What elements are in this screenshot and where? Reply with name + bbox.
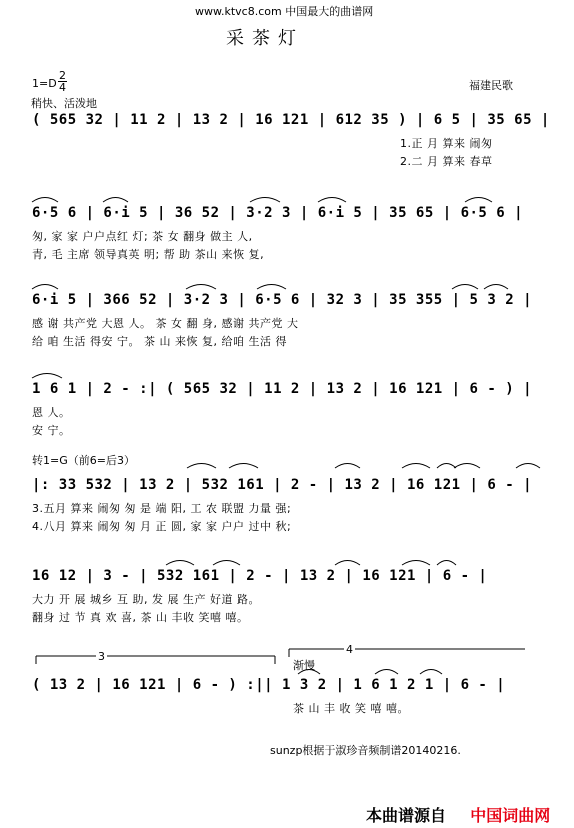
music-line: ( 565 32 | 11 2 | 13 2 | 16 121 | 612 35 ) | 6 5 | 35 65 | xyxy=(32,112,550,128)
lyric-line: 感 谢 共产党 大恩 人。 茶 女 翻 身, 感谢 共产党 大 xyxy=(32,317,299,330)
lyric-line: 给 咱 生活 得安 宁。 茶 山 来恢 复, 给咱 生活 得 xyxy=(32,335,287,348)
lyric-line: 翻身 过 节 真 欢 喜, 茶 山 丰收 笑嘻 嘻。 xyxy=(32,611,249,624)
slur-arc xyxy=(335,464,360,469)
music-line: 6·i 5 | 366 52 | 3·2 3 | 6·5 6 | 32 3 | 35 355 | 5 3 2 | xyxy=(32,292,533,308)
music-line: |: 33 532 | 13 2 | 532 161 | 2 - | 13 2 | 16 121 | 6 - | xyxy=(32,477,533,493)
slur-arc xyxy=(484,285,508,290)
lyric-line: 1.正 月 算来 闹匆 xyxy=(400,137,493,150)
music-line: 16 12 | 3 - | 532 161 | 2 - | 13 2 | 16 121 | 6 - | xyxy=(32,568,488,584)
slur-arc xyxy=(465,198,492,203)
key-signature: 1=D xyxy=(32,77,57,90)
source-prefix: 本曲谱源自 xyxy=(366,806,447,825)
slur-arc xyxy=(437,561,456,566)
lyric-line: 匆, 家 家 户户点红 灯; 茶 女 翻身 做主 人, xyxy=(32,230,253,243)
slur-arc xyxy=(318,198,346,203)
slur-arc xyxy=(257,285,286,290)
transcription-credit: sunzp根据于淑珍音频制谱20140216. xyxy=(270,744,461,757)
slur-marks xyxy=(32,198,540,675)
slur-arc xyxy=(375,670,398,675)
tempo-change-mark: 渐慢 xyxy=(293,659,315,672)
slur-arc xyxy=(103,198,128,203)
music-line: 6·5 6 | 6·i 5 | 36 52 | 3·2 3 | 6·i 5 | 35 65 | 6·5 6 | xyxy=(32,205,524,221)
volta-2-label: 4 xyxy=(346,643,353,656)
lyric-line: 4.八月 算来 闹匆 匆 月 正 圆, 家 家 户户 过中 秋; xyxy=(32,520,292,533)
slur-arc xyxy=(166,561,194,566)
tempo-mark: 稍快、活泼地 xyxy=(31,97,97,110)
slur-arc xyxy=(186,285,216,290)
slur-arc xyxy=(32,285,58,290)
slur-arc xyxy=(454,464,480,469)
lyric-line: 大力 开 展 城乡 互 助, 发 展 生产 好道 路。 xyxy=(32,593,260,606)
time-denominator: 4 xyxy=(59,81,66,94)
time-numerator: 2 xyxy=(59,69,66,82)
slur-arc xyxy=(335,561,360,566)
music-line: 1 6 1 | 2 - :| ( 565 32 | 11 2 | 13 2 | 16 121 | 6 - ) | xyxy=(32,381,533,397)
slur-arc xyxy=(213,561,240,566)
lyric-line: 2.二 月 算来 春草 xyxy=(400,155,493,168)
lyric-line: 3.五月 算来 闹匆 匆 是 端 阳, 工 农 联盟 力量 强; xyxy=(32,502,292,515)
slur-arc xyxy=(229,464,258,469)
slur-arc xyxy=(420,670,442,675)
lyric-line: 茶 山 丰 收 笑 嘻 嘻。 xyxy=(293,702,409,715)
source-site[interactable]: 中国词曲网 xyxy=(470,806,551,825)
slur-arc xyxy=(250,198,280,203)
music-line: ( 13 2 | 16 121 | 6 - ) :|| 1 3 2 | 1 6 1 2 1 | 6 - | xyxy=(32,677,506,693)
volta-1-label: 3 xyxy=(98,650,105,663)
slur-arc xyxy=(516,464,540,469)
slur-arc xyxy=(452,285,478,290)
score-title: 采茶灯 xyxy=(226,28,304,49)
slur-arc xyxy=(187,464,216,469)
lyric-line: 青, 毛 主席 领导真英 明; 帮 助 茶山 来恢 复, xyxy=(32,248,265,261)
slur-arc xyxy=(402,464,430,469)
site-banner: www.ktvc8.com 中国最大的曲谱网 xyxy=(195,5,374,18)
slur-arc xyxy=(402,561,430,566)
lyric-line: 安 宁。 xyxy=(32,424,71,437)
slur-arc xyxy=(437,464,456,469)
slur-arc xyxy=(32,198,58,203)
slur-arc xyxy=(32,374,62,379)
source-footer xyxy=(366,803,550,826)
modulation-mark: 转1=G（前6=后3） xyxy=(32,454,135,467)
composer: 福建民歌 xyxy=(469,79,513,92)
lyric-line: 恩 人。 xyxy=(32,406,71,419)
